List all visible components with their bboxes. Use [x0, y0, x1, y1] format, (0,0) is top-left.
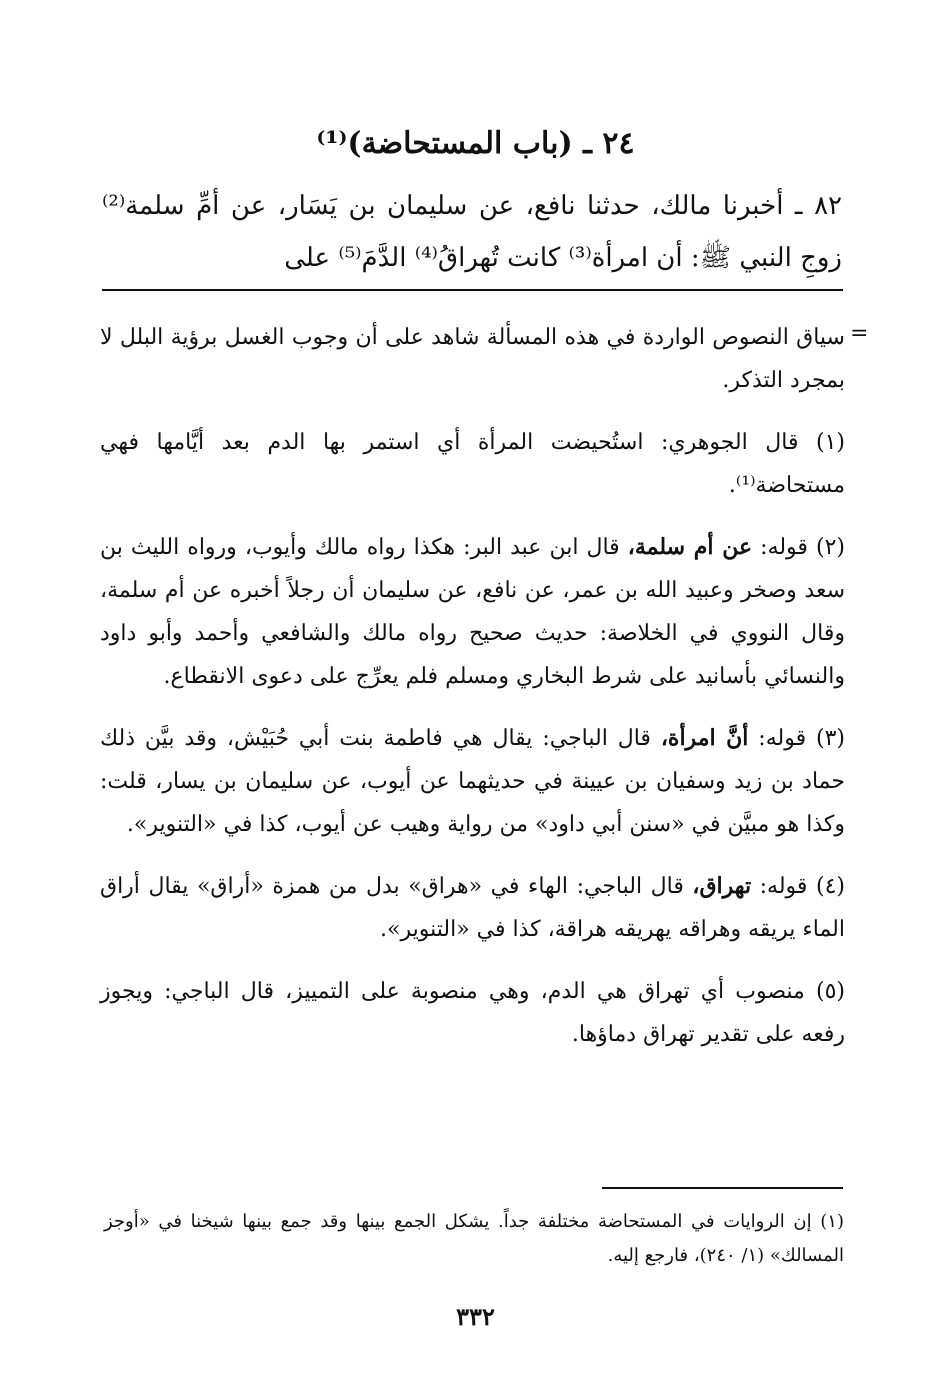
note-3-prefix: (٣) قوله: — [748, 726, 845, 751]
commentary-section — [100, 316, 845, 1075]
page-footnote: (١) إن الروايات في المستحاضة مختلفة جداً. يشكل الجمع بينها وقد جمع بينها شيخنا في «أوجز المسالك» (١/ ٢٤٠)، فارجع إليه. — [104, 1211, 844, 1266]
note-2-text: قال ابن عبد البر: هكذا رواه مالك وأيوب، ورواه الليث بن سعد وصخر وعبيد الله بن عمر، عن نافع، عن سليمان أن رجلاً أخبره عن أم سلمة، وقال النووي في الخلاصة: حديث صحيح رواه مالك والشافعي وأحمد وأبو داود والنسائي بأسانيد على شرط البخاري ومسلم فلم يعرِّج على دعوى الانقطاع. — [100, 535, 846, 689]
chapter-title: ٢٤ ـ (باب المستحاضة)⁽¹⁾ — [316, 126, 635, 161]
note-2-prefix: (٢) قوله: — [752, 535, 845, 560]
page-number: ٣٣٢ — [456, 1302, 495, 1331]
main-divider — [102, 289, 843, 291]
commentary-note-5: (٥) منصوب أي تهراق هي الدم، وهي منصوبة على التمييز، قال الباجي: ويجوز رفعه على تقدير تهراق دماؤها. — [100, 979, 845, 1047]
commentary-note-4 — [100, 865, 845, 951]
note-3-keyword: أنَّ امرأة، — [660, 725, 749, 751]
note-3-text: قال الباجي: يقال هي فاطمة بنت أبي حُبَيْش، وقد بيَّن ذلك حماد بن زيد وسفيان بن عيينة في حديثهما عن أيوب، عن سليمان بن يسار، قلت: وكذا هو مبيَّن في «سنن أبي داود» من رواية وهيب عن أيوب، كذا في «التنوير». — [100, 726, 845, 837]
continuation-mark: = — [850, 321, 869, 346]
footnote-divider — [602, 1187, 843, 1189]
commentary-intro: سياق النصوص الواردة في هذه المسألة شاهد على أن وجوب الغسل برؤية البلل لا بمجرد التذكر. — [100, 325, 845, 393]
note-2-keyword: عن أم سلمة، — [627, 534, 753, 560]
commentary-note-2 — [100, 526, 845, 698]
note-4-text: قال الباجي: الهاء في «هراق» بدل من همزة «أراق» يقال أراق الماء يريقه وهراقه يهريقه هراقة، كذا في «التنوير». — [100, 874, 845, 942]
commentary-note-3 — [100, 717, 845, 846]
note-4-prefix: (٤) قوله: — [751, 874, 845, 899]
note-4-keyword: تهراق، — [692, 873, 752, 899]
commentary-note-1: (١) قال الجوهري: استُحيضت المرأة أي استمر بها الدم بعد أيَّامها فهي مستحاضة⁽¹⁾. — [100, 430, 845, 498]
hadith-text: ٨٢ ـ أخبرنا مالك، حدثنا نافع، عن سليمان بن يَسَار، عن أمِّ سلمة⁽²⁾ زوجِ النبي ﷺ: أن امرأة⁽³⁾ كانت تُهراقُ⁽⁴⁾ الدَّمَ⁽⁵⁾ على — [102, 191, 842, 273]
